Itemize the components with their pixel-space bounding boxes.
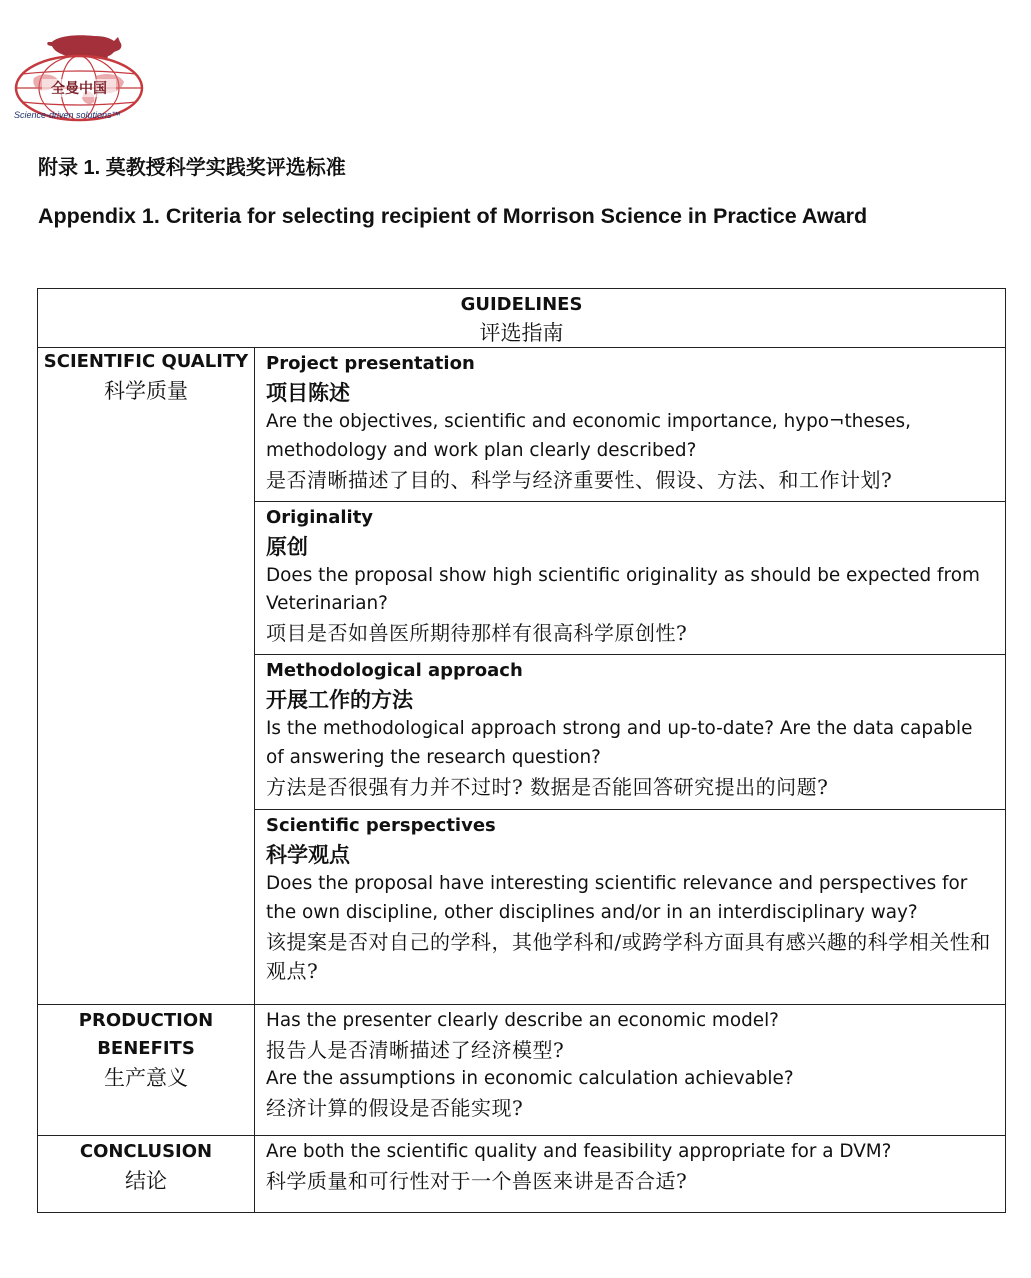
criterion-title-cn: 科学观点 — [266, 843, 350, 868]
header-cn: 评选指南 — [479, 321, 564, 345]
criterion-question-en: Has the presenter clearly describe an economic model? — [266, 1010, 779, 1032]
appendix-title-en: Appendix 1. Criteria for selecting recipient of Morrison Science in Practice Award — [38, 204, 868, 228]
criterion-title-en: Project presentation — [266, 353, 475, 374]
category-scientific-quality — [38, 348, 255, 1005]
header-en: GUIDELINES — [460, 294, 583, 315]
category-label-cn: 生产意义 — [104, 1066, 188, 1091]
criterion-question-cn: 该提案是否对自己的学科，其他学科和/或跨学科方面具有感兴趣的科学相关性和观点? — [266, 929, 991, 983]
criteria-table — [37, 288, 1006, 1213]
criterion-title-en: Originality — [266, 506, 374, 528]
criterion-question-cn: 报告人是否清晰描述了经济模型? — [266, 1037, 565, 1062]
criterion-question-cn: 经济计算的假设是否能实现? — [266, 1095, 524, 1120]
criterion-question-en: Are the assumptions in economic calculation achievable? — [266, 1067, 794, 1089]
table-header — [38, 289, 1006, 348]
criterion-project-presentation — [255, 348, 1006, 502]
criterion-production-benefits — [255, 1005, 1006, 1136]
criterion-title-cn: 原创 — [266, 534, 308, 559]
category-label-en: SCIENTIFIC QUALITY — [43, 351, 249, 372]
category-conclusion — [38, 1136, 255, 1213]
criterion-question-en: Is the methodological approach strong and up-to-date? Are the data capable of answering the research question? — [266, 718, 973, 768]
criterion-title-cn: 开展工作的方法 — [266, 688, 413, 713]
table-row — [38, 1005, 1006, 1136]
criterion-conclusion — [255, 1136, 1006, 1213]
category-label-en-line1: PRODUCTION — [78, 1010, 214, 1032]
appendix-title-cn: 附录 1. 莫教授科学实践奖评选标准 — [38, 157, 346, 179]
logo-tagline: Science-driven solutions™ — [14, 110, 121, 120]
category-label-cn: 结论 — [125, 1169, 167, 1194]
criterion-question-en: Does the proposal have interesting scientific relevance and perspectives for the own discipline, other disciplines and/or in an interdisciplinary way? — [266, 873, 968, 923]
criterion-question-cn: 科学质量和可行性对于一个兽医来讲是否合适? — [266, 1168, 688, 1193]
category-label-en-line2: BENEFITS — [97, 1038, 195, 1060]
criterion-methodological-approach — [255, 655, 1006, 810]
criterion-question-en: Does the proposal show high scientific originality as should be expected from Veterinarian? — [266, 564, 980, 615]
criterion-title-cn: 项目陈述 — [266, 381, 350, 405]
criterion-scientific-perspectives — [255, 810, 1006, 1005]
criterion-question-cn: 项目是否如兽医所期待那样有很高科学原创性? — [266, 621, 688, 646]
table-header-row — [38, 289, 1006, 348]
criterion-title-en: Scientific perspectives — [266, 815, 496, 837]
table-row — [38, 348, 1006, 502]
criterion-question-en: Are the objectives, scientific and economic importance, hypo¬theses, methodology and work plan clearly described? — [266, 411, 911, 461]
category-label-en: CONCLUSION — [79, 1141, 213, 1163]
criterion-question-cn: 是否清晰描述了目的、科学与经济重要性、假设、方法、和工作计划? — [266, 467, 893, 492]
category-production-benefits — [38, 1005, 255, 1136]
table-row — [38, 1136, 1006, 1213]
criterion-question-cn: 方法是否很强有力并不过时? 数据是否能回答研究提出的问题? — [266, 774, 829, 799]
logo-emblem-text: 全曼中国 — [51, 81, 107, 97]
category-label-cn: 科学质量 — [104, 379, 188, 403]
criterion-question-en: Are both the scientific quality and feasibility appropriate for a DVM? — [266, 1141, 892, 1163]
criterion-title-en: Methodological approach — [266, 660, 523, 682]
criterion-originality — [255, 501, 1006, 655]
